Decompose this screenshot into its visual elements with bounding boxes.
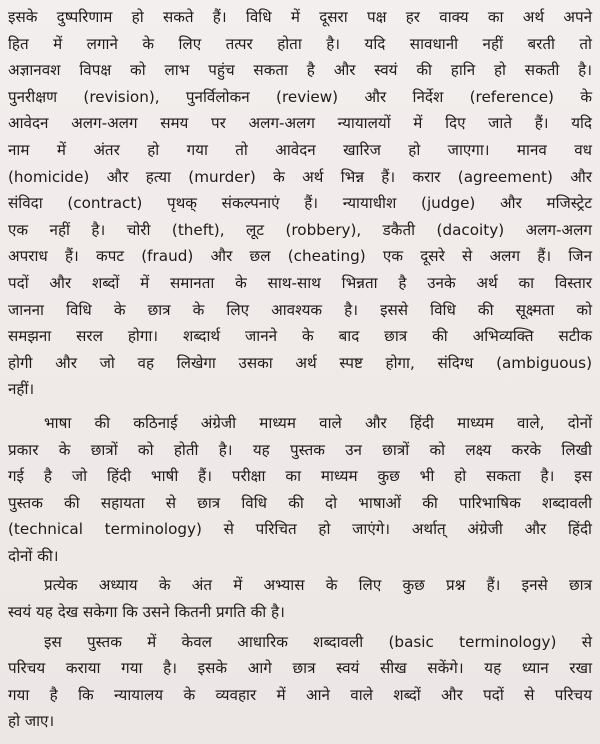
text-line: आवेदन अलग-अलग समय पर अलग-अलग न्यायालयों में दिए जाते हैं। यदि <box>8 114 592 133</box>
text-line: इस पुस्तक में केवल आधारिक शब्दावली (basic terminology) से <box>44 632 592 651</box>
text-line: भाषा की कठिनाई अंग्रेजी माध्यम वाले और हिंदी माध्यम वाले, दोनों <box>44 413 592 432</box>
text-line: दोनों की। <box>8 546 59 565</box>
text-line: संविदा (contract) पृथक् संकल्पनाएं हैं। न्यायाधीश (judge) और मजिस्ट्रेट <box>8 194 592 213</box>
text-line: पुनरीक्षण (revision), पुनर्विलोकन (review) और निर्देश (reference) के <box>8 87 592 106</box>
text-line: नाम में अंतर हो गया तो आवेदन खारिज हो जाएगा। मानव वध <box>8 140 592 159</box>
text-line: गई है जो हिंदी भाषी हैं। परीक्षा का माध्यम कुछ भी हो सकता है। इस <box>8 467 592 486</box>
text-line: इसके दुष्परिणाम हो सकते हैं। विधि में दूसरा पक्ष हर वाक्य का अर्थ अपने <box>8 8 592 26</box>
text-line: नहीं। <box>8 380 35 399</box>
text-line: अपराध हैं। कपट (fraud) और छल (cheating) एक दूसरे से अलग हैं। जिन <box>8 247 592 266</box>
text-line: एक नहीं है। चोरी (theft), लूट (robbery), डकैती (dacoity) अलग-अलग <box>8 220 592 239</box>
paragraph-1 <box>8 4 592 403</box>
text-line: प्रकार के छात्रों को होती है। यह पुस्तक उन छात्रों को लक्ष्य करके लिखी <box>8 440 592 459</box>
text-line: हो जाए। <box>8 712 55 731</box>
text-line: (technical terminology) से परिचित हो जाएंगे। अर्थात् अंग्रेजी और हिंदी <box>8 520 592 539</box>
text-line: जानना विधि के छात्र के लिए आवश्यक है। इससे विधि की सूक्ष्मता को <box>8 300 592 319</box>
paragraph-4 <box>8 629 592 735</box>
text-line: हित में लगाने के लिए तत्पर होता है। यदि सावधानी नहीं बरती तो <box>8 34 592 53</box>
text-line: समझना सरल होगा। शब्दार्थ जानने के बाद छात्र की अभिव्यक्ति सटीक <box>8 327 592 346</box>
text-line: पुस्तक की सहायता से छात्र विधि की दो भाषाओं की पारिभाषिक शब्दावली <box>8 493 592 512</box>
text-line: पदों और शब्दों में समानता के साथ-साथ भिन्नता है उनके अर्थ का विस्तार <box>8 273 592 292</box>
text-column <box>8 4 592 735</box>
text-line: अज्ञानवश विपक्ष को लाभ पहुंच सकता है और स्वयं की हानि हो सकती है। <box>8 61 592 80</box>
text-line: (homicide) और हत्या (murder) के अर्थ भिन्न हैं। करार (agreement) और <box>8 167 592 186</box>
text-line: परिचय कराया गया है। इसके आगे छात्र स्वयं सीख सकेंगे। यह ध्यान रखा <box>8 659 592 678</box>
paragraph-2 <box>8 410 592 570</box>
text-line: प्रत्येक अध्याय के अंत में अभ्यास के लिए कुछ प्रश्न हैं। इनसे छात्र <box>44 576 592 595</box>
text-line: स्वयं यह देख सकेगा कि उसने कितनी प्रगति की है। <box>8 603 285 622</box>
text-line: गया है कि न्यायालय के व्यवहार में आने वाले शब्दों और पदों से परिचय <box>8 685 592 704</box>
paragraph-3 <box>8 572 592 625</box>
text-line: होगी और जो वह लिखेगा उसका अर्थ स्पष्ट होगा, संदिग्ध (ambiguous) <box>8 353 592 372</box>
